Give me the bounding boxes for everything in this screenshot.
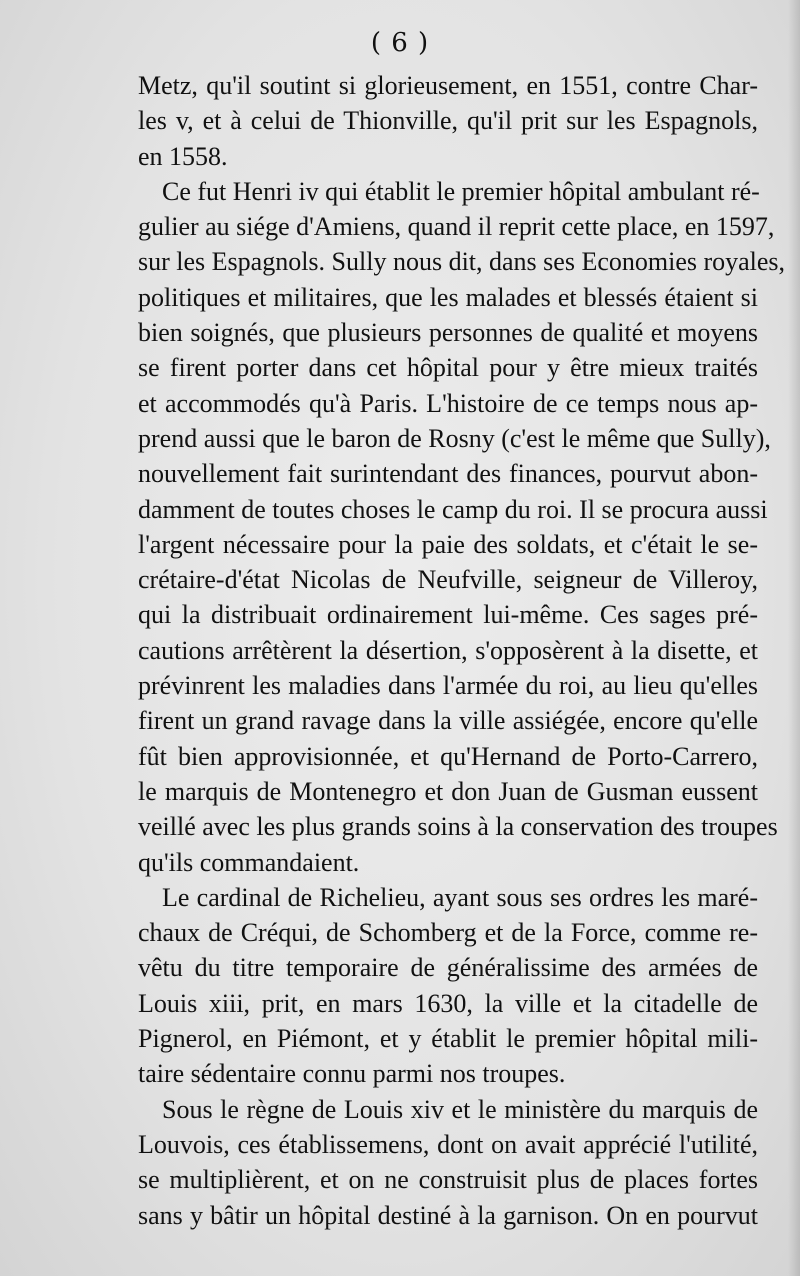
text-line: Metz, qu'il soutint si glorieusement, en 1551, contre Char- xyxy=(138,71,758,100)
text-line: sur les Espagnols. Sully nous dit, dans ses Economies royales, xyxy=(138,247,786,277)
text-line: chaux de Créqui, de Schomberg et de la Force, comme re- xyxy=(138,918,758,948)
text-line: bien soignés, que plusieurs personnes de qualité et moyens xyxy=(138,318,758,348)
text-line: fût bien approvisionnée, et qu'Hernand de Porto-Carrero, xyxy=(138,741,758,771)
text-line: se firent porter dans cet hôpital pour y être mieux traités xyxy=(138,353,758,383)
text-line: en 1558. xyxy=(138,141,228,171)
text-line: cautions arrêtèrent la désertion, s'opposèrent à la disette, et xyxy=(138,635,758,665)
text-line: Louis xiii, prit, en mars 1630, la ville et la citadelle de xyxy=(138,988,758,1018)
text-line: Sous le règne de Louis xiv et le ministère du marquis de xyxy=(162,1094,758,1124)
text-line: prend aussi que le baron de Rosny (c'est le même que Sully), xyxy=(138,423,771,453)
text-line: Pignerol, en Piémont, et y établit le premier hôpital mili- xyxy=(138,1024,758,1054)
text-line: prévinrent les maladies dans l'armée du roi, au lieu qu'elles xyxy=(138,671,758,701)
text-line: veillé avec les plus grands soins à la conservation des troupes xyxy=(138,812,778,842)
text-line: qu'ils commandaient. xyxy=(138,847,360,877)
text-line: Louvois, ces établissemens, dont on avait apprécié l'utilité, xyxy=(138,1129,758,1159)
text-line: sans y bâtir un hôpital destiné à la garnison. On en pourvut xyxy=(138,1200,758,1230)
text-line: l'argent nécessaire pour la paie des soldats, et c'était le se- xyxy=(138,529,758,559)
text-line: Ce fut Henri iv qui établit le premier hôpital ambulant ré- xyxy=(162,176,760,206)
text-line: les v, et à celui de Thionville, qu'il prit sur les Espagnols, xyxy=(138,106,758,136)
text-line: qui la distribuait ordinairement lui-même. Ces sages pré- xyxy=(138,600,758,630)
text-line: crétaire-d'état Nicolas de Neufville, seigneur de Villeroy, xyxy=(138,565,758,595)
text-line: nouvellement fait surintendant des finances, pourvut abon- xyxy=(138,459,758,489)
text-line: firent un grand ravage dans la ville assiégée, encore qu'elle xyxy=(138,706,758,736)
text-line: Le cardinal de Richelieu, ayant sous ses ordres les maré- xyxy=(162,882,758,912)
text-line: se multiplièrent, et on ne construisit plus de places fortes xyxy=(138,1165,758,1195)
text-line: et accommodés qu'à Paris. L'histoire de ce temps nous ap- xyxy=(138,388,758,418)
text-line: damment de toutes choses le camp du roi. Il se procura aussi xyxy=(138,494,768,524)
page-number: ( 6 ) xyxy=(370,28,430,58)
text-line: taire sédentaire connu parmi nos troupes. xyxy=(138,1059,566,1089)
text-line: vêtu du titre temporaire de généralissime des armées de xyxy=(138,953,758,983)
body-text xyxy=(138,68,786,1233)
page-edge-shadow xyxy=(788,0,800,1276)
text-line: le marquis de Montenegro et don Juan de Gusman eussent xyxy=(138,776,758,806)
text-line: politiques et militaires, que les malades et blessés étaient si xyxy=(138,282,758,312)
text-line: gulier au siége d'Amiens, quand il reprit cette place, en 1597, xyxy=(138,212,775,242)
